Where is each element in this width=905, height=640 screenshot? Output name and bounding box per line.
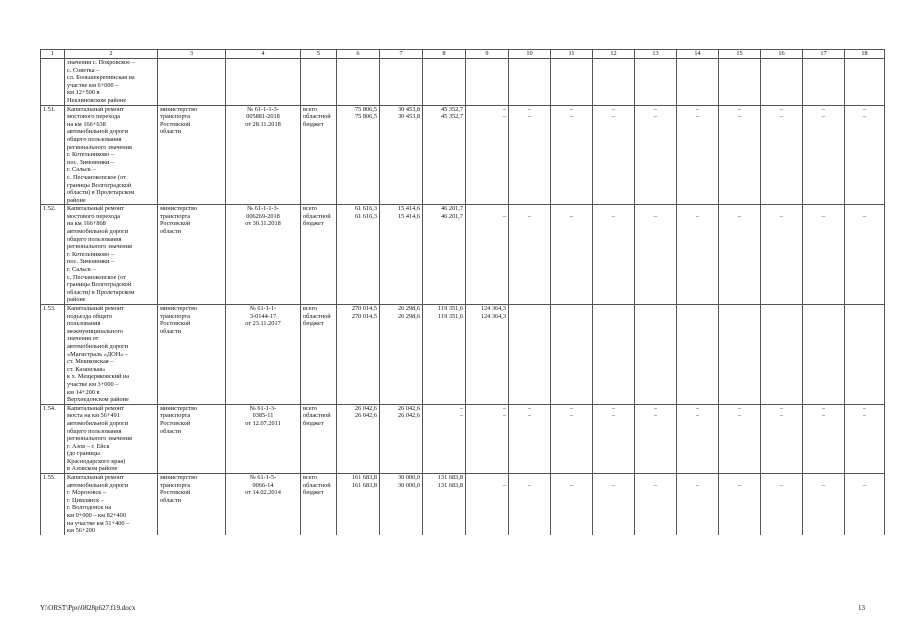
table-row xyxy=(41,105,885,205)
amount-cell: – xyxy=(845,474,885,535)
row-number: 1.55. xyxy=(41,474,65,535)
funding-source: всего областной бюджет xyxy=(301,105,337,205)
funding-source: всего областной бюджет xyxy=(301,305,337,405)
amount-year-2: 131 683,8 131 683,8 xyxy=(423,474,466,535)
amount-cell xyxy=(803,305,845,405)
column-number: 3 xyxy=(158,50,226,59)
amount-cell xyxy=(677,305,719,405)
amount-cell: – – xyxy=(509,404,551,473)
amount-cell: – xyxy=(677,205,719,305)
funding-source: всего областной бюджет xyxy=(301,474,337,535)
row-number: 1.52. xyxy=(41,205,65,305)
amount-cell: – xyxy=(803,474,845,535)
amount-cell: 124 364,3 124 364,3 xyxy=(466,305,509,405)
amount-cell: – xyxy=(761,205,803,305)
amount-cell xyxy=(635,305,677,405)
amount-cell: – – xyxy=(761,105,803,205)
continuation-row xyxy=(41,59,885,106)
object-name: Капитальный ремонт автомобильной дороги г. Морозовск – г. Цимлянск – г. Волгодонск на км 0+000 – км 82+400 на участке км 51+400 – км 56+200 xyxy=(65,474,158,535)
amount-cell: – xyxy=(803,205,845,305)
amount-cell xyxy=(509,305,551,405)
amount-cell: – – xyxy=(845,105,885,205)
responsible-org: министерство транспорта Ростовской области xyxy=(158,205,226,305)
responsible-org: министерство транспорта Ростовской области xyxy=(158,404,226,473)
expertise-doc: № 61-1-3- 0385-11 от 12.07.2011 xyxy=(226,404,301,473)
amount-cell: – xyxy=(551,474,593,535)
amount-total: 75 806,5 75 806,5 xyxy=(337,105,380,205)
column-number: 12 xyxy=(593,50,635,59)
amount-year-2: – – xyxy=(423,404,466,473)
amount-cell: – – xyxy=(509,105,551,205)
page-number: 13 xyxy=(858,604,865,612)
amount-total: 61 616,3 61 616,3 xyxy=(337,205,380,305)
column-number: 16 xyxy=(761,50,803,59)
amount-total: 161 683,8 161 683,8 xyxy=(337,474,380,535)
amount-cell: – xyxy=(593,205,635,305)
amount-cell: – – xyxy=(719,404,761,473)
object-name: Капитальный ремонт моста на км 56+491 автомобильной дороги общего пользования регионального значения г. Азов – г. Ейск (до границы Краснодарского края) в Азовском районе xyxy=(65,404,158,473)
column-number: 17 xyxy=(803,50,845,59)
continuation-text: значения с. Покровское – с. Советка – сл. Большекрепинская на участке км 6+000 – км 12+500 в Неклиновском районе xyxy=(65,59,158,106)
expertise-doc: № 61-1-1- 3-0144-17 от 23.11.2017 xyxy=(226,305,301,405)
responsible-org: министерство транспорта Ростовской области xyxy=(158,474,226,535)
column-number: 10 xyxy=(509,50,551,59)
amount-year-1: 26 042,6 26 042,6 xyxy=(380,404,423,473)
amount-cell: – xyxy=(761,474,803,535)
row-number: 1.54. xyxy=(41,404,65,473)
amount-cell: – xyxy=(509,474,551,535)
column-number: 2 xyxy=(65,50,158,59)
column-number: 9 xyxy=(466,50,509,59)
amount-cell: – – xyxy=(593,105,635,205)
amount-cell: – – xyxy=(551,404,593,473)
amount-cell xyxy=(551,305,593,405)
amount-year-1: 30 453,8 30 453,8 xyxy=(380,105,423,205)
column-number: 18 xyxy=(845,50,885,59)
program-table xyxy=(40,49,885,535)
amount-cell: – xyxy=(719,474,761,535)
table-row xyxy=(41,205,885,305)
amount-cell xyxy=(845,305,885,405)
column-number: 14 xyxy=(677,50,719,59)
amount-cell: – – xyxy=(677,404,719,473)
amount-cell: – – xyxy=(466,404,509,473)
amount-year-1: 30 000,0 30 000,0 xyxy=(380,474,423,535)
responsible-org: министерство транспорта Ростовской области xyxy=(158,105,226,205)
column-number: 11 xyxy=(551,50,593,59)
amount-cell xyxy=(719,305,761,405)
amount-cell: – – xyxy=(803,105,845,205)
amount-cell: – – xyxy=(551,105,593,205)
column-number: 15 xyxy=(719,50,761,59)
column-number: 7 xyxy=(380,50,423,59)
expertise-doc: № 61-1-1-3- 006269-2018 от 30.11.2018 xyxy=(226,205,301,305)
row-number: 1.51. xyxy=(41,105,65,205)
amount-year-2: 45 352,7 45 352,7 xyxy=(423,105,466,205)
funding-source: всего областной бюджет xyxy=(301,404,337,473)
object-name: Капитальный ремонт мостового перехода на км 166+638 автомобильной дороги общего пользования регионального значения г. Котельниково – пос. Зимовники – г. Сальск – с. Песчанокопское (от границы Волгоградской области) в Пролетарском районе xyxy=(65,105,158,205)
column-number: 13 xyxy=(635,50,677,59)
amount-cell xyxy=(593,305,635,405)
object-name: Капитальный ремонт подъезда общего пользования межмуниципального значения от автомобильной дороги «Магистраль «ДОН» – ст. Мешковская – ст. Казанская» к х. Мещеряковский на участке км 3+000 – км 14+200 в Верхнедонском районе xyxy=(65,305,158,405)
amount-cell: – xyxy=(593,474,635,535)
amount-cell: – – xyxy=(635,105,677,205)
amount-cell: – – xyxy=(466,105,509,205)
column-number: 5 xyxy=(301,50,337,59)
amount-cell: – xyxy=(635,474,677,535)
expertise-doc: № 61-1-5- 0066-14 от 14.02.2014 xyxy=(226,474,301,535)
amount-cell: – – xyxy=(593,404,635,473)
amount-cell: – xyxy=(509,205,551,305)
amount-cell: – xyxy=(845,205,885,305)
table-row xyxy=(41,474,885,535)
amount-cell: – xyxy=(551,205,593,305)
column-number: 4 xyxy=(226,50,301,59)
amount-cell: – xyxy=(719,205,761,305)
amount-year-2: 46 201,7 46 201,7 xyxy=(423,205,466,305)
table-row xyxy=(41,404,885,473)
column-number: 6 xyxy=(337,50,380,59)
object-name: Капитальный ремонт мостового перехода на км 166+808 автомобильной дороги общего пользования регионального значения г. Котельниково – пос. Зимовники – г. Сальск – с. Песчанокопское (от границы Волгоградской области) в Пролетарском районе xyxy=(65,205,158,305)
amount-cell: – xyxy=(466,474,509,535)
amount-total: 26 042,6 26 042,6 xyxy=(337,404,380,473)
amount-year-1: 15 414,6 15 414,6 xyxy=(380,205,423,305)
amount-cell: – – xyxy=(803,404,845,473)
amount-cell: – – xyxy=(635,404,677,473)
row-number: 1.53. xyxy=(41,305,65,405)
expertise-doc: № 61-1-1-3- 005881-2018 от 28.11.2018 xyxy=(226,105,301,205)
column-number: 1 xyxy=(41,50,65,59)
amount-cell xyxy=(761,305,803,405)
amount-cell: – – xyxy=(719,105,761,205)
amount-cell: – xyxy=(677,474,719,535)
amount-cell: – xyxy=(635,205,677,305)
amount-cell: – – xyxy=(761,404,803,473)
amount-cell: – – xyxy=(845,404,885,473)
table-row xyxy=(41,305,885,405)
responsible-org: министерство транспорта Ростовской области xyxy=(158,305,226,405)
amount-total: 270 014,5 270 014,5 xyxy=(337,305,380,405)
amount-cell: – xyxy=(466,205,509,305)
funding-source: всего областной бюджет xyxy=(301,205,337,305)
amount-year-1: 26 298,6 26 298,6 xyxy=(380,305,423,405)
column-number: 8 xyxy=(423,50,466,59)
column-number-row xyxy=(41,50,885,59)
amount-cell: – – xyxy=(677,105,719,205)
amount-year-2: 119 351,6 119 351,6 xyxy=(423,305,466,405)
footer-file-path: Y:\ORST\Ppo\0828p627.f19.docx xyxy=(40,604,136,612)
